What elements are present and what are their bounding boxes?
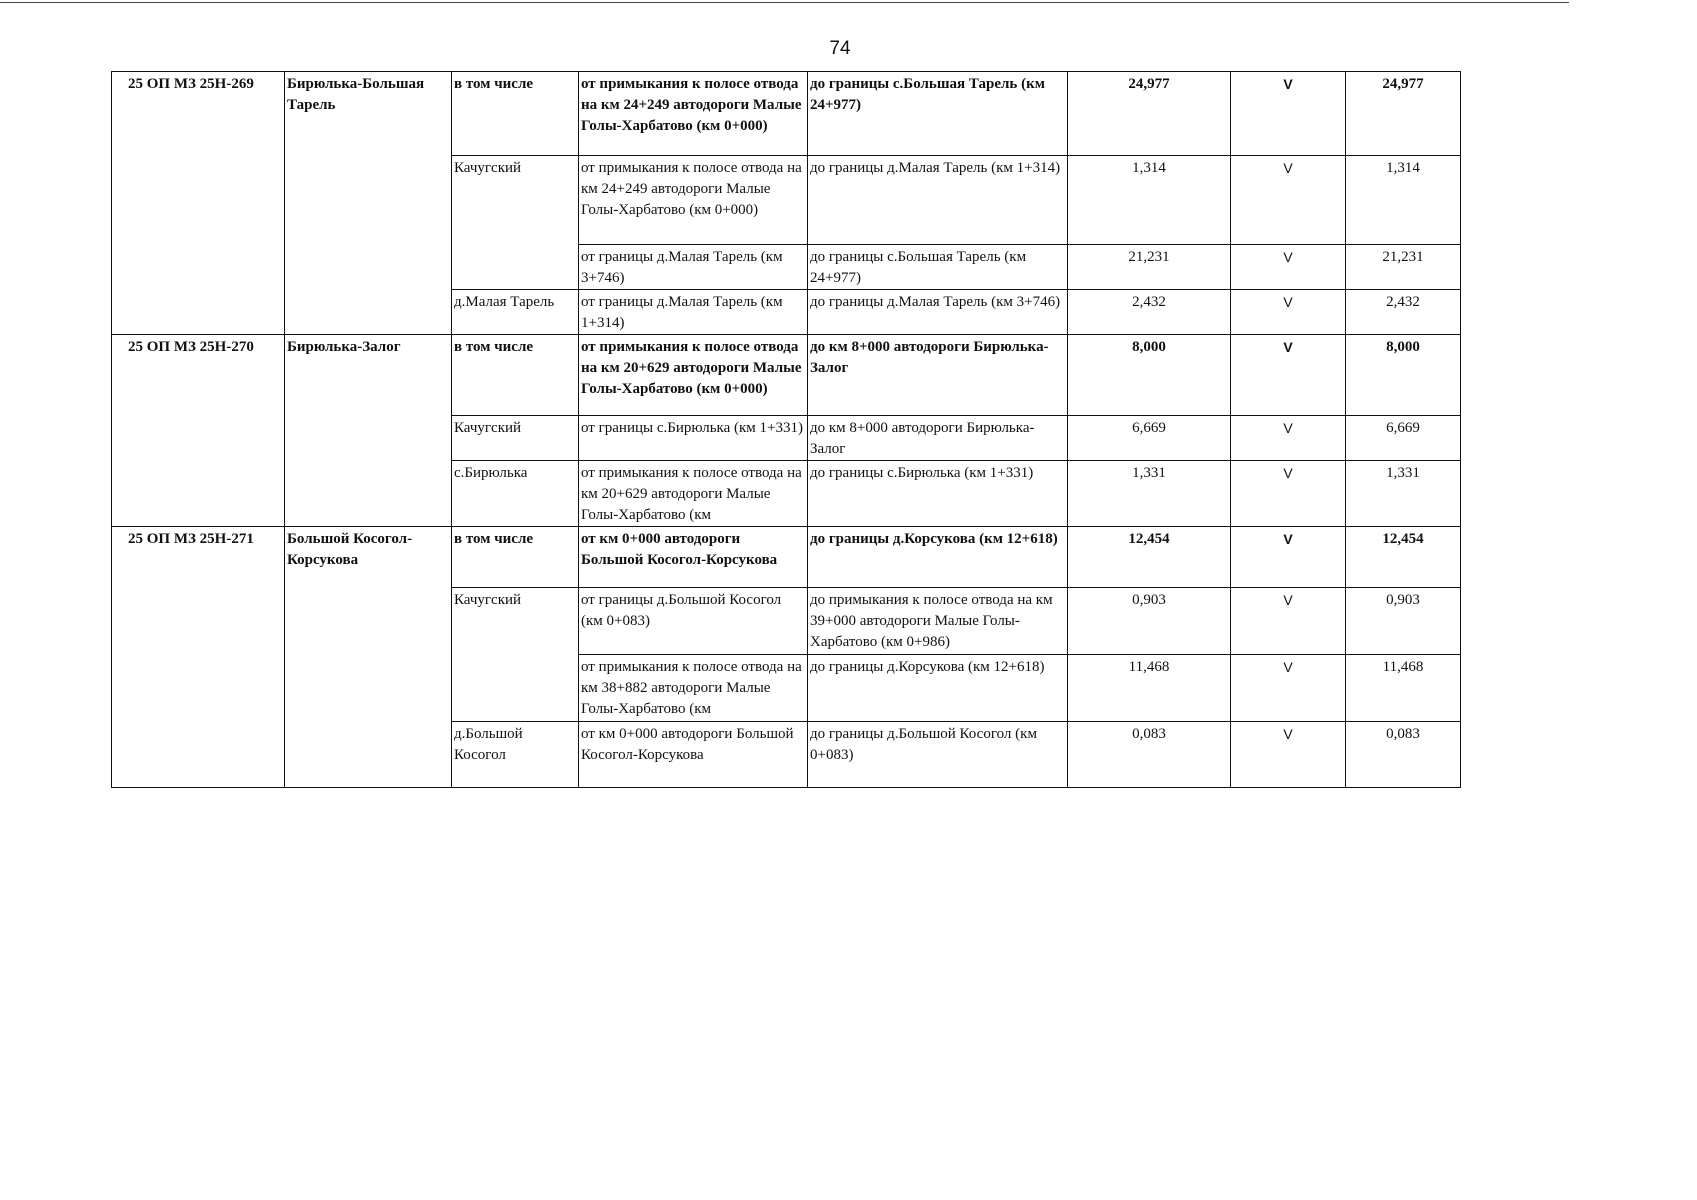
mark-cell: V	[1231, 722, 1346, 788]
length-cell: 0,083	[1068, 722, 1231, 788]
total-cell: 11,468	[1346, 655, 1461, 722]
from-cell: от границы д.Большой Косогол (км 0+083)	[579, 588, 808, 655]
to-cell: до границы д.Большой Косогол (км 0+083)	[808, 722, 1068, 788]
table-row	[112, 72, 1461, 156]
to-cell: до границы д.Корсукова (км 12+618)	[808, 527, 1068, 588]
to-cell: до границы д.Корсукова (км 12+618)	[808, 655, 1068, 722]
roads-table	[111, 71, 1461, 788]
from-cell: от примыкания к полосе отвода на км 24+249 автодороги Малые Голы-Харбатово (км 0+000)	[579, 72, 808, 156]
group-cell: в том числе	[452, 72, 579, 156]
road-name-cell: Бирюлька-Большая Тарель	[285, 72, 452, 335]
length-cell: 1,314	[1068, 156, 1231, 245]
table-row	[112, 335, 1461, 416]
length-cell: 24,977	[1068, 72, 1231, 156]
length-cell: 11,468	[1068, 655, 1231, 722]
mark-cell: V	[1231, 245, 1346, 290]
to-cell: до границы д.Малая Тарель (км 1+314)	[808, 156, 1068, 245]
mark-cell: V	[1231, 527, 1346, 588]
total-cell: 2,432	[1346, 290, 1461, 335]
mark-cell: V	[1231, 655, 1346, 722]
mark-cell: V	[1231, 156, 1346, 245]
total-cell: 6,669	[1346, 416, 1461, 461]
mark-cell: V	[1231, 290, 1346, 335]
group-cell: в том числе	[452, 335, 579, 416]
from-cell: от примыкания к полосе отвода на км 38+882 автодороги Малые Голы-Харбатово (км	[579, 655, 808, 722]
total-cell: 21,231	[1346, 245, 1461, 290]
length-cell: 6,669	[1068, 416, 1231, 461]
total-cell: 12,454	[1346, 527, 1461, 588]
mark-cell: V	[1231, 588, 1346, 655]
to-cell: до границы с.Большая Тарель (км 24+977)	[808, 72, 1068, 156]
group-cell: Качугский	[452, 588, 579, 722]
group-cell: Качугский	[452, 416, 579, 461]
group-cell: Качугский	[452, 156, 579, 290]
to-cell: до границы с.Большая Тарель (км 24+977)	[808, 245, 1068, 290]
mark-cell: V	[1231, 461, 1346, 527]
mark-cell: V	[1231, 416, 1346, 461]
from-cell: от границы с.Бирюлька (км 1+331)	[579, 416, 808, 461]
page-number: 74	[829, 38, 851, 59]
to-cell: до км 8+000 автодороги Бирюлька-Залог	[808, 335, 1068, 416]
mark-cell: V	[1231, 72, 1346, 156]
to-cell: до границы д.Малая Тарель (км 3+746)	[808, 290, 1068, 335]
table-row	[112, 527, 1461, 588]
group-cell: д.Малая Тарель	[452, 290, 579, 335]
group-cell: с.Бирюлька	[452, 461, 579, 527]
total-cell: 0,903	[1346, 588, 1461, 655]
road-code-cell: 25 ОП МЗ 25Н-270	[112, 335, 285, 527]
length-cell: 2,432	[1068, 290, 1231, 335]
total-cell: 1,331	[1346, 461, 1461, 527]
road-name-cell: Большой Косогол-Корсукова	[285, 527, 452, 788]
to-cell: до примыкания к полосе отвода на км 39+000 автодороги Малые Голы-Харбатово (км 0+986)	[808, 588, 1068, 655]
from-cell: от км 0+000 автодороги Большой Косогол-Корсукова	[579, 527, 808, 588]
from-cell: от примыкания к полосе отвода на км 24+249 автодороги Малые Голы-Харбатово (км 0+000)	[579, 156, 808, 245]
to-cell: до границы с.Бирюлька (км 1+331)	[808, 461, 1068, 527]
road-code-cell: 25 ОП МЗ 25Н-269	[112, 72, 285, 335]
road-code-cell: 25 ОП МЗ 25Н-271	[112, 527, 285, 788]
group-cell: в том числе	[452, 527, 579, 588]
top-border-line	[0, 2, 1569, 3]
from-cell: от границы д.Малая Тарель (км 1+314)	[579, 290, 808, 335]
from-cell: от границы д.Малая Тарель (км 3+746)	[579, 245, 808, 290]
length-cell: 8,000	[1068, 335, 1231, 416]
total-cell: 1,314	[1346, 156, 1461, 245]
total-cell: 0,083	[1346, 722, 1461, 788]
from-cell: от примыкания к полосе отвода на км 20+629 автодороги Малые Голы-Харбатово (км 0+000)	[579, 335, 808, 416]
from-cell: от примыкания к полосе отвода на км 20+629 автодороги Малые Голы-Харбатово (км	[579, 461, 808, 527]
road-name-cell: Бирюлька-Залог	[285, 335, 452, 527]
total-cell: 24,977	[1346, 72, 1461, 156]
length-cell: 21,231	[1068, 245, 1231, 290]
total-cell: 8,000	[1346, 335, 1461, 416]
mark-cell: V	[1231, 335, 1346, 416]
from-cell: от км 0+000 автодороги Большой Косогол-Корсукова	[579, 722, 808, 788]
length-cell: 0,903	[1068, 588, 1231, 655]
length-cell: 12,454	[1068, 527, 1231, 588]
to-cell: до км 8+000 автодороги Бирюлька-Залог	[808, 416, 1068, 461]
length-cell: 1,331	[1068, 461, 1231, 527]
group-cell: д.Большой Косогол	[452, 722, 579, 788]
